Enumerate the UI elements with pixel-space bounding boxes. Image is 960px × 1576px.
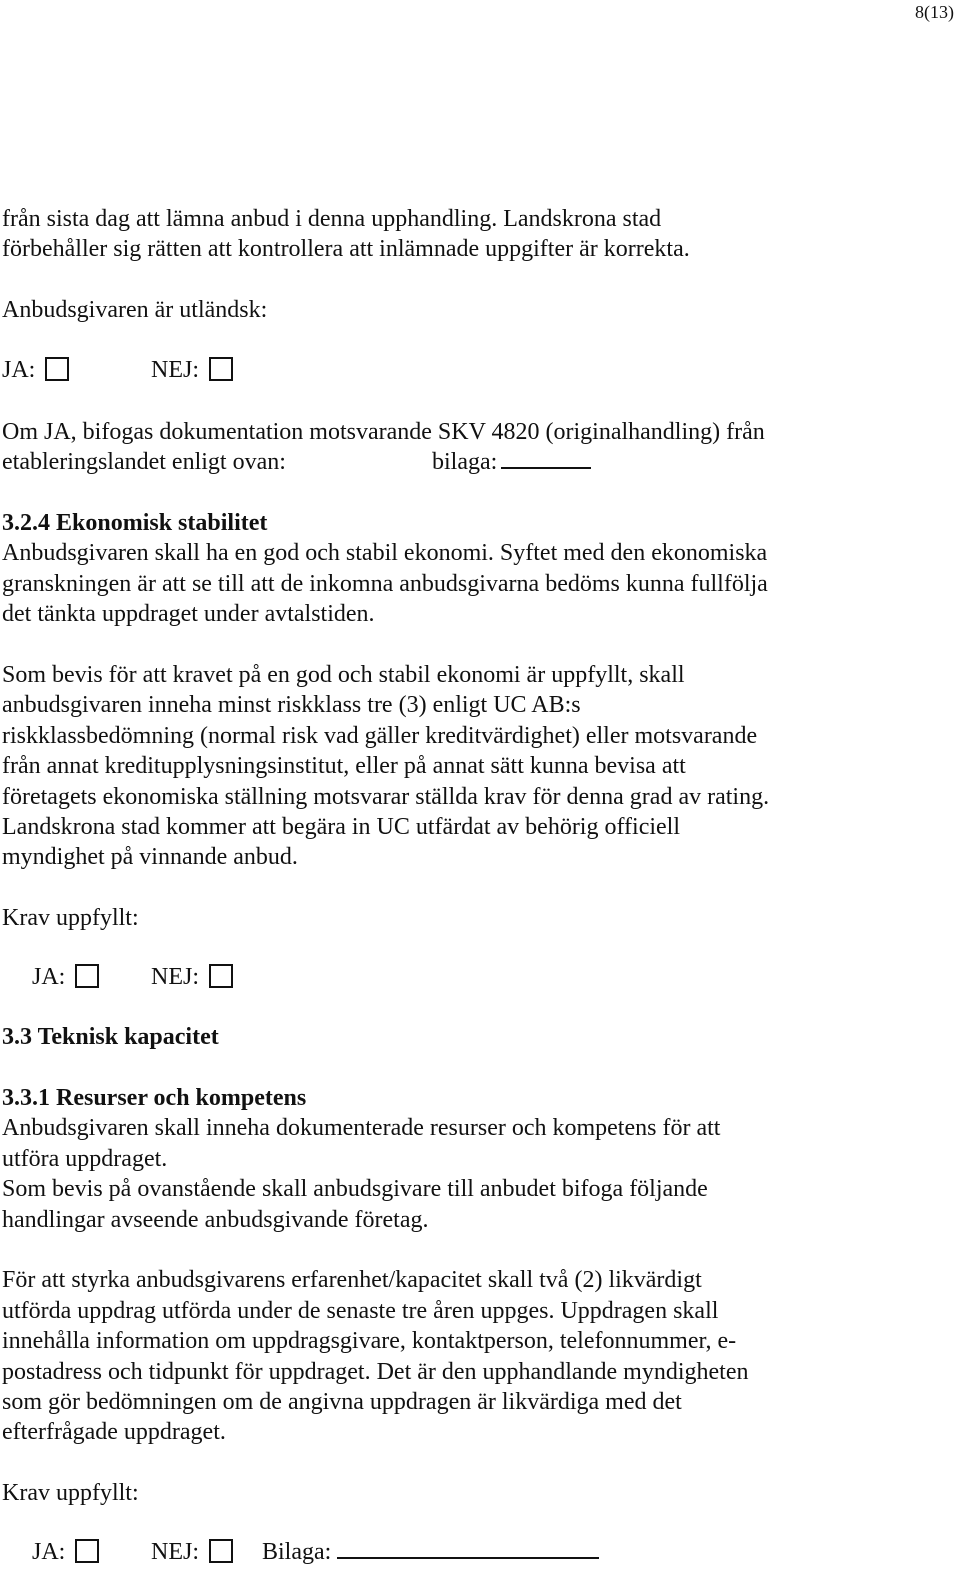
section-331-attachment-field[interactable]	[337, 1556, 599, 1559]
foreign-no-checkbox[interactable]	[209, 357, 233, 381]
section-331-para1-line: handlingar avseende anbudsgivande företag.	[2, 1207, 429, 1233]
foreign-yes-option	[2, 355, 69, 385]
section-331-no-label: NEJ:	[151, 1539, 199, 1565]
section-331-heading: 3.3.1 Resurser och kompetens	[2, 1085, 307, 1111]
section-331-requirement-label: Krav uppfyllt:	[2, 1480, 139, 1506]
section-331-yes-label: JA:	[32, 1539, 66, 1565]
section-331-para2-line: innehålla information om uppdragsgivare, kontaktperson, telefonnummer, e-	[2, 1328, 737, 1354]
section-324-para1-line: det tänkta uppdraget under avtalstiden.	[2, 601, 375, 627]
foreign-doc-line-2: etableringslandet enligt ovan:	[2, 449, 286, 475]
foreign-doc-line-1: Om JA, bifogas dokumentation motsvarande SKV 4820 (originalhandling) från	[2, 419, 765, 445]
section-331-para1-line: Anbudsgivaren skall inneha dokumenterade resurser och kompetens för att	[2, 1115, 721, 1141]
section-331-para2-line: postadress och tidpunkt för uppdraget. Det är den upphandlande myndigheten	[2, 1359, 749, 1385]
foreign-attachment-label: bilaga:	[432, 449, 498, 475]
intro-line-2: förbehåller sig rätten att kontrollera att inlämnade uppgifter är korrekta.	[2, 236, 690, 262]
section-324-no-option	[151, 962, 233, 992]
foreign-attachment-field[interactable]	[501, 466, 591, 469]
section-331-para2-line: som gör bedömningen om de angivna uppdragen är likvärdiga med det	[2, 1389, 682, 1415]
section-33-heading: 3.3 Teknisk kapacitet	[2, 1024, 219, 1050]
section-331-yes-checkbox[interactable]	[75, 1539, 99, 1563]
section-324-para1-line: granskningen är att se till att de inkomna anbudsgivarna bedöms kunna fullfölja	[2, 571, 768, 597]
foreign-no-label: NEJ:	[151, 357, 199, 383]
section-331-attachment	[262, 1537, 599, 1567]
section-331-para1-line: Som bevis på ovanstående skall anbudsgivare till anbudet bifoga följande	[2, 1176, 708, 1202]
foreign-yes-checkbox[interactable]	[45, 357, 69, 381]
intro-line-1: från sista dag att lämna anbud i denna upphandling. Landskrona stad	[2, 206, 662, 232]
section-331-no-checkbox[interactable]	[209, 1539, 233, 1563]
section-324-para2-line: Landskrona stad kommer att begära in UC utfärdat av behörig officiell	[2, 814, 680, 840]
foreign-no-option	[151, 355, 233, 385]
section-324-para2-line: företagets ekonomiska ställning motsvarar ställda krav för denna grad av rating.	[2, 784, 770, 810]
section-324-heading: 3.2.4 Ekonomisk stabilitet	[2, 510, 268, 536]
page-number: 8(13)	[915, 2, 954, 22]
section-331-para2-line: utförda uppdrag utförda under de senaste tre åren uppges. Uppdragen skall	[2, 1298, 719, 1324]
section-324-yes-checkbox[interactable]	[75, 964, 99, 988]
section-331-no-option	[151, 1537, 233, 1567]
section-324-requirement-label: Krav uppfyllt:	[2, 905, 139, 931]
section-331-attachment-label: Bilaga:	[262, 1539, 332, 1565]
section-331-para2-line: För att styrka anbudsgivarens erfarenhet/kapacitet skall två (2) likvärdigt	[2, 1267, 702, 1293]
foreign-attachment	[432, 447, 591, 477]
section-331-para2-line: efterfrågade uppdraget.	[2, 1419, 226, 1445]
section-324-para1-line: Anbudsgivaren skall ha en god och stabil ekonomi. Syftet med den ekonomiska	[2, 540, 768, 566]
section-324-para2-line: riskklassbedömning (normal risk vad gäller kreditvärdighet) eller motsvarande	[2, 723, 758, 749]
foreign-question: Anbudsgivaren är utländsk:	[2, 297, 268, 323]
section-331-yes-option	[32, 1537, 99, 1567]
section-324-yes-option	[32, 962, 99, 992]
section-331-para1-line: utföra uppdraget.	[2, 1146, 168, 1172]
foreign-yes-label: JA:	[2, 357, 36, 383]
section-324-para2-line: från annat kreditupplysningsinstitut, eller på annat sätt kunna bevisa att	[2, 753, 686, 779]
section-324-yes-label: JA:	[32, 964, 66, 990]
section-324-no-checkbox[interactable]	[209, 964, 233, 988]
section-324-no-label: NEJ:	[151, 964, 199, 990]
section-324-para2-line: Som bevis för att kravet på en god och stabil ekonomi är uppfyllt, skall	[2, 662, 685, 688]
section-324-para2-line: anbudsgivaren inneha minst riskklass tre (3) enligt UC AB:s	[2, 692, 581, 718]
section-324-para2-line: myndighet på vinnande anbud.	[2, 844, 298, 870]
